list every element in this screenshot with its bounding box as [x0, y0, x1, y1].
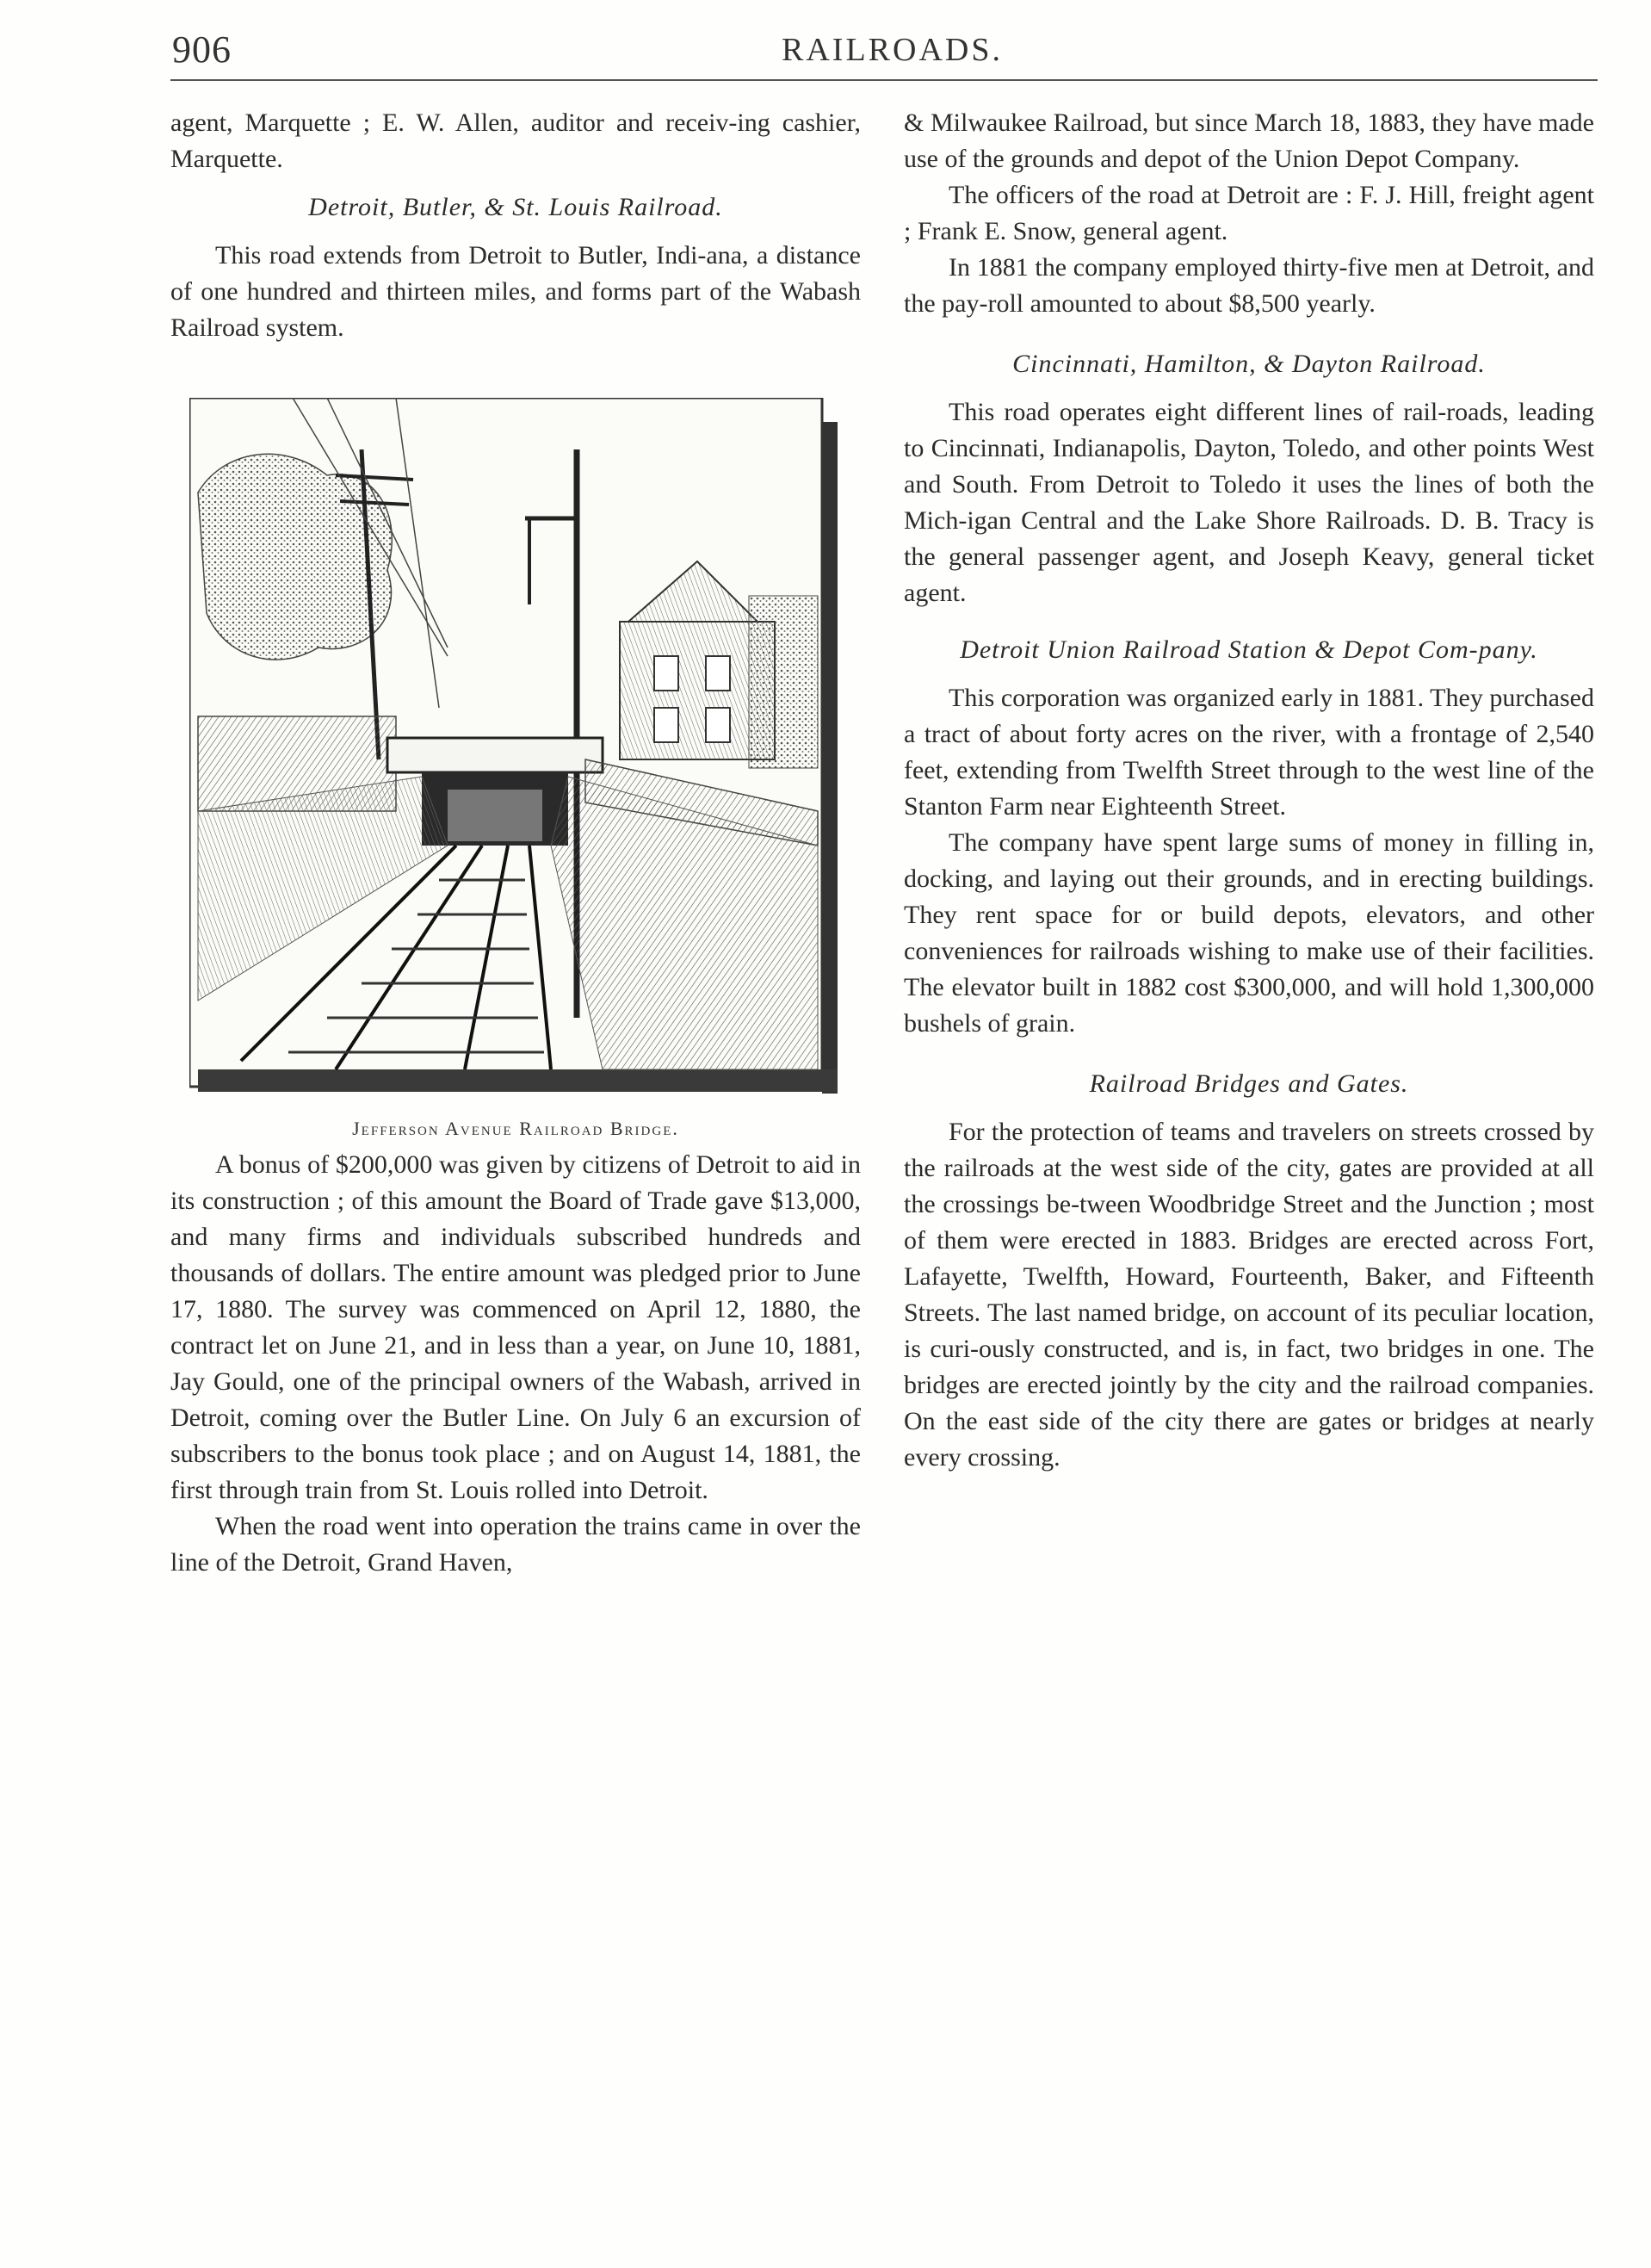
right-column	[904, 105, 1594, 1476]
paragraph: This road operates eight different lines of rail-roads, leading to Cincinnati, Indianapolis, Dayton, Toledo, and other points West and South. From Detroit to Toledo it uses the lines of both the Mich-igan Central and the Lake Shore Railroads. D. B. Tracy is the general passenger agent, and Joseph Keavy, general ticket agent.	[904, 398, 1594, 607]
paragraph: The company have spent large sums of money in filling in, docking, and laying out their grounds, and in erecting buildings. They rent space for or build depots, elevators, and other conveniences for railroads wishing to make use of their facilities. The elevator built in 1882 cost $300,000, and will hold 1,300,000 bushels of grain.	[904, 828, 1594, 1038]
header-rule	[170, 79, 1598, 81]
paragraph: agent, Marquette ; E. W. Allen, auditor and receiv-ing cashier, Marquette.	[170, 108, 861, 173]
paragraph: For the protection of teams and travelers on streets crossed by the railroads at the west side of the city, gates are provided at all the crossings be-tween Woodbridge Street and the Junction ; most of them were erected in 1883. Bridges are erected across Fort, Lafayette, Twelfth, Howard, Fourteenth, Baker, and Fifteenth Streets. The last named bridge, on account of its peculiar location, is curi-ously constructed, and is, in fact, two bridges in one. The bridges are erected jointly by the city and the railroad companies. On the east side of the city there are gates or bridges at nearly every crossing.	[904, 1118, 1594, 1472]
section-heading: Cincinnati, Hamilton, & Dayton Railroad.	[1012, 350, 1486, 378]
paragraph: In 1881 the company employed thirty-five men at Detroit, and the pay-roll amounted to about $8,500 yearly.	[904, 253, 1594, 318]
paragraph: A bonus of $200,000 was given by citizens of Detroit to aid in its construction ; of this amount the Board of Trade gave $13,000, and many firms and individuals subscribed hundreds and thousands of dollars. The entire amount was pledged prior to June 17, 1880. The survey was commenced on April 12, 1880, the contract let on June 21, and in less than a year, on June 10, 1881, Jay Gould, one of the principal owners of the Wabash, arrived in Detroit, coming over the Butler Line. On July 6 an excursion of subscribers to the bonus took place ; and on August 14, 1881, the first through train from St. Louis rolled into Detroit.	[170, 1150, 861, 1504]
figure-caption: Jefferson Avenue Railroad Bridge.	[352, 1118, 679, 1139]
paragraph: This corporation was organized early in 1881. They purchased a tract of about forty acres on the river, with a frontage of 2,540 feet, extending from Twelfth Street through to the west line of the Stanton Farm near Eighteenth Street.	[904, 684, 1594, 821]
page-number: 906	[172, 28, 232, 71]
paragraph: The officers of the road at Detroit are : F. J. Hill, freight agent ; Frank E. Snow, general agent.	[904, 181, 1594, 245]
paragraph: This road extends from Detroit to Butler, Indi-ana, a distance of one hundred and thirteen miles, and forms part of the Wabash Railroad system.	[170, 241, 861, 342]
page-header	[170, 24, 1608, 76]
bridge-engraving-illustration	[189, 398, 844, 1097]
running-head: RAILROADS.	[782, 32, 1003, 68]
section-heading: Railroad Bridges and Gates.	[1089, 1069, 1409, 1098]
section-heading: Detroit, Butler, & St. Louis Railroad.	[308, 193, 723, 221]
figure	[170, 398, 861, 1147]
section-heading: Detroit Union Railroad Station & Depot Com-pany.	[960, 635, 1538, 664]
left-column	[170, 105, 861, 1581]
paragraph: & Milwaukee Railroad, but since March 18, 1883, they have made use of the grounds and depot of the Union Depot Company.	[904, 108, 1594, 173]
paragraph: When the road went into operation the trains came in over the line of the Detroit, Grand Haven,	[170, 1512, 861, 1577]
